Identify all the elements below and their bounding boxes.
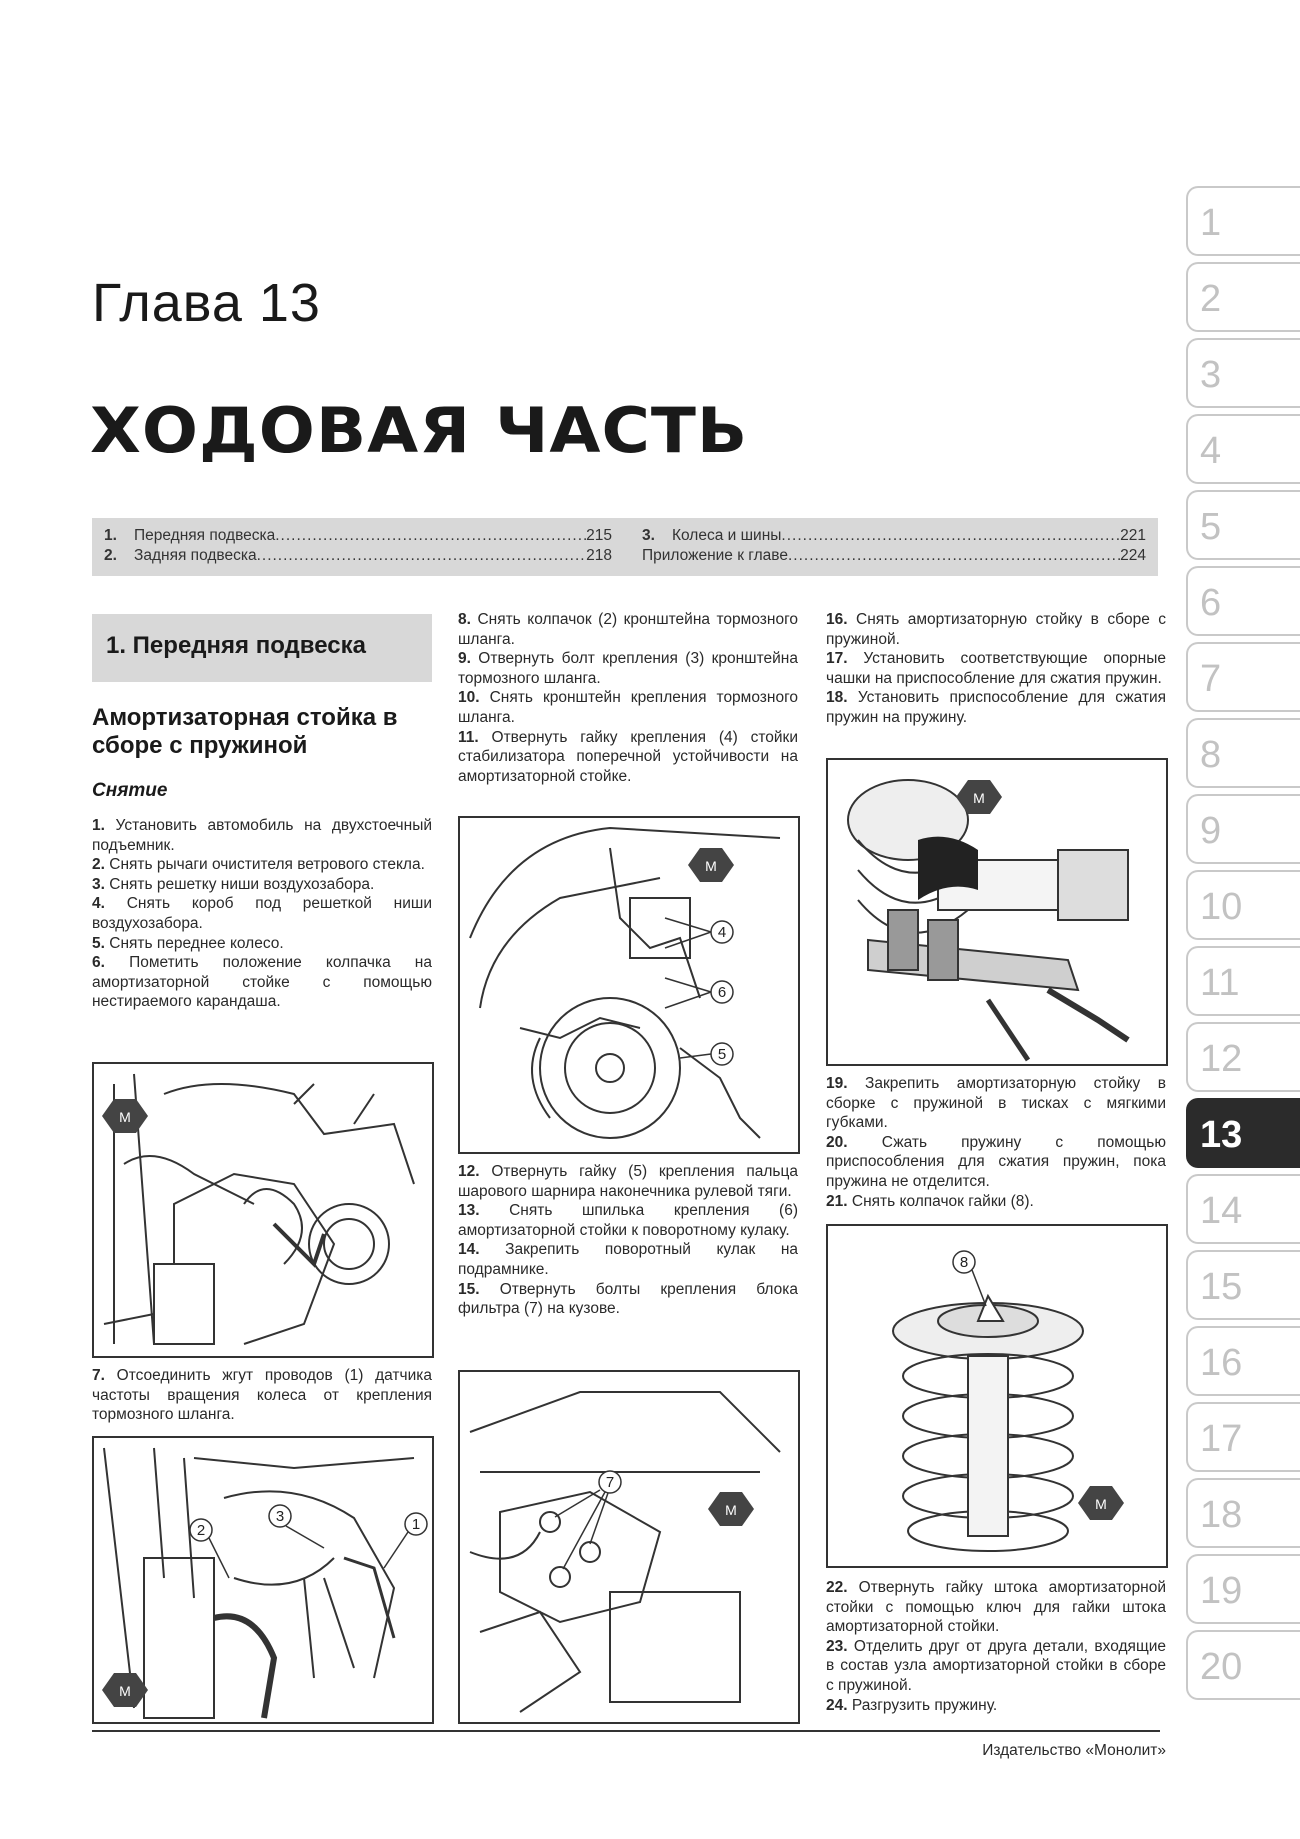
section-heading-box	[92, 614, 432, 682]
figure-spring-compressor	[826, 758, 1168, 1066]
step: 19. Закрепить амортизаторную стойку в сборке с пружиной в тисках с мягкими губками.	[826, 1075, 1167, 1132]
figure-filter-box-drawing	[460, 1372, 798, 1722]
toc-leader	[275, 526, 586, 546]
step: 12. Отвернуть гайку (5) крепления пальца шарового шарнира наконечника рулевой тяги.	[458, 1163, 799, 1200]
steps-block-6	[826, 1074, 1166, 1211]
toc-item-page: 218	[586, 547, 612, 564]
svg-text:M: M	[119, 1683, 131, 1699]
toc-item-title: Задняя подвеска	[134, 547, 257, 564]
chapter-label: Глава 13	[92, 273, 321, 333]
step: 9. Отвернуть болт крепления (3) кронштейна тормозного шланга.	[458, 650, 798, 687]
step: 20. Сжать пружину с помощью приспособления для сжатия пружин, пока пружина не отделится.	[826, 1133, 1166, 1190]
section-title: 1. Передняя подвеска	[106, 632, 366, 659]
steps-block-7	[826, 1578, 1166, 1715]
chapter-tab-15[interactable]: 15	[1186, 1250, 1300, 1320]
figure-brake-hose-drawing	[94, 1438, 432, 1722]
callout-2: 2	[196, 1522, 206, 1539]
callout-6: 6	[717, 984, 727, 1001]
step: 3. Снять решетку ниши воздухозабора.	[92, 875, 375, 893]
callout-4: 4	[717, 924, 727, 941]
toc-leader	[781, 526, 1120, 546]
step: 10. Снять кронштейн крепления тормозного шланга.	[458, 689, 799, 726]
step: 5. Снять переднее колесо.	[92, 934, 284, 952]
toc-leader	[257, 546, 587, 566]
step: 1. Установить автомобиль на двухстоечный подъемник.	[92, 817, 432, 854]
step: 17. Установить соответствующие опорные чашки на приспособление для сжатия пружин.	[826, 650, 1166, 687]
chapter-tab-18[interactable]: 18	[1186, 1478, 1300, 1548]
step: 14. Закрепить поворотный кулак на подрамнике.	[458, 1241, 798, 1278]
step: 8. Снять колпачок (2) кронштейна тормозного шланга.	[458, 611, 798, 648]
chapter-tab-20[interactable]: 20	[1186, 1630, 1300, 1700]
step: 13. Снять шпилька крепления (6) амортизаторной стойки к поворотному кулаку.	[458, 1202, 798, 1239]
svg-text:M: M	[973, 790, 985, 806]
chapter-tab-12[interactable]: 12	[1186, 1022, 1300, 1092]
svg-text:M: M	[119, 1109, 131, 1125]
chapter-tab-16[interactable]: 16	[1186, 1326, 1300, 1396]
toc-item-title: Передняя подвеска	[134, 527, 276, 544]
callout-5: 5	[717, 1046, 727, 1063]
step: 11. Отвернуть гайку крепления (4) стойки стабилизатора поперечной устойчивости на амортизаторной стойке.	[458, 728, 798, 785]
chapter-tab-6[interactable]: 6	[1186, 566, 1300, 636]
step: 24. Разгрузить пружину.	[826, 1696, 998, 1714]
chapter-tab-17[interactable]: 17	[1186, 1402, 1300, 1472]
callout-8: 8	[959, 1254, 969, 1271]
chapter-tab-7[interactable]: 7	[1186, 642, 1300, 712]
chapter-tab-10[interactable]: 10	[1186, 870, 1300, 940]
toc-item-page: 215	[586, 527, 612, 544]
svg-text:M: M	[705, 858, 717, 874]
steps-block-4	[458, 1162, 798, 1319]
toc-item-title: Колеса и шины	[672, 527, 782, 544]
steps-block-5	[826, 610, 1166, 728]
toc-item-page: 221	[1120, 527, 1146, 544]
figure-steering-knuckle	[458, 816, 800, 1154]
step: 2. Снять рычаги очистителя ветрового стекла.	[92, 856, 425, 874]
chapter-tab-11[interactable]: 11	[1186, 946, 1300, 1016]
chapter-tab-3[interactable]: 3	[1186, 338, 1300, 408]
toc-item-number: 1.	[104, 527, 117, 544]
chapter-tab-5[interactable]: 5	[1186, 490, 1300, 560]
figure-steering-knuckle-drawing	[460, 818, 798, 1152]
publisher-footer: Издательство «Монолит»	[982, 1742, 1166, 1759]
figure-brake-hose	[92, 1436, 434, 1724]
toc-item-page: 224	[1120, 547, 1146, 564]
step: 7. Отсоединить жгут проводов (1) датчика частоты вращения колеса от крепления тормозного шланга.	[92, 1367, 432, 1424]
figure-spring-compressor-drawing	[828, 760, 1166, 1064]
step: 23. Отделить друг от друга детали, входящие в состав узла амортизаторной стойки в сборе с пружиной.	[826, 1637, 1166, 1694]
step: 15. Отвернуть болты крепления блока фильтра (7) на кузове.	[458, 1280, 798, 1318]
subsection-title: Амортизаторная стойка в сборе с пружиной	[92, 704, 398, 759]
chapter-tab-13-active[interactable]: 13	[1186, 1098, 1300, 1168]
figure-strut-top-drawing	[94, 1064, 432, 1356]
svg-text:M: M	[1095, 1496, 1107, 1512]
step: 6. Пометить положение колпачка на амортизаторной стойке с помощью нестираемого карандаша.	[92, 954, 432, 1011]
toc-item[interactable]	[642, 526, 1146, 546]
chapter-tab-1[interactable]: 1	[1186, 186, 1300, 256]
subsubsection-title: Снятие	[92, 780, 168, 801]
figure-strut-mount-drawing	[828, 1226, 1166, 1566]
steps-block-1	[92, 816, 432, 1012]
chapter-tab-9[interactable]: 9	[1186, 794, 1300, 864]
chapter-toc	[92, 518, 1158, 576]
callout-7: 7	[605, 1474, 615, 1491]
step: 4. Снять короб под решеткой ниши воздухозабора.	[92, 895, 432, 932]
step: 22. Отвернуть гайку штока амортизаторной стойки с помощью ключ для гайки штока амортизаторной стойки.	[826, 1579, 1166, 1636]
step: 18. Установить приспособление для сжатия пружин на пружину.	[826, 689, 1167, 726]
toc-item-number: 3.	[642, 527, 655, 544]
chapter-tab-4[interactable]: 4	[1186, 414, 1300, 484]
toc-item[interactable]	[104, 546, 612, 566]
chapter-title: ХОДОВАЯ ЧАСТЬ	[90, 393, 749, 468]
step: 16. Снять амортизаторную стойку в сборе с пружиной.	[826, 611, 1166, 648]
toc-item[interactable]	[642, 546, 1146, 566]
steps-block-2	[92, 1366, 432, 1425]
toc-leader	[788, 546, 1120, 566]
chapter-tab-14[interactable]: 14	[1186, 1174, 1300, 1244]
figure-filter-box	[458, 1370, 800, 1724]
chapter-tab-19[interactable]: 19	[1186, 1554, 1300, 1624]
footer-divider	[92, 1730, 1160, 1732]
figure-strut-top	[92, 1062, 434, 1358]
figure-strut-mount	[826, 1224, 1168, 1568]
svg-text:M: M	[725, 1502, 737, 1518]
chapter-tab-8[interactable]: 8	[1186, 718, 1300, 788]
toc-item-title: Приложение к главе	[642, 547, 788, 564]
toc-item[interactable]	[104, 526, 612, 546]
step: 21. Снять колпачок гайки (8).	[826, 1192, 1034, 1210]
steps-block-3	[458, 610, 798, 786]
callout-1: 1	[411, 1516, 421, 1533]
chapter-tab-2[interactable]: 2	[1186, 262, 1300, 332]
toc-item-number: 2.	[104, 547, 117, 564]
callout-3: 3	[275, 1508, 285, 1525]
